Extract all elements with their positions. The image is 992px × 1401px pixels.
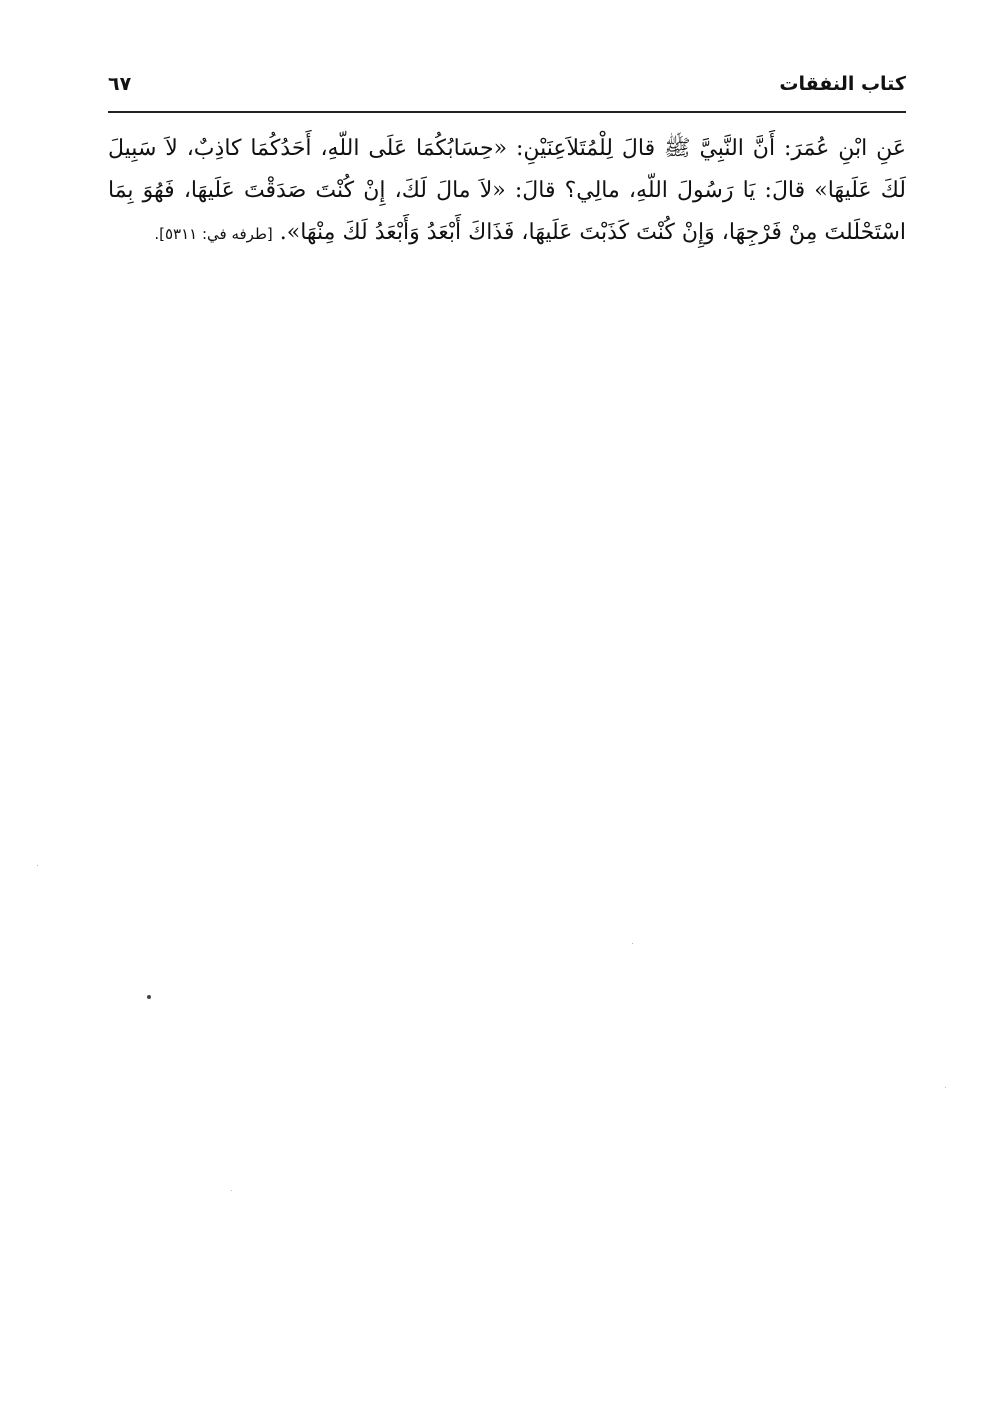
hadith-paragraph	[108, 128, 906, 255]
cross-reference: [طرفه في: ٥٣١١].	[154, 225, 273, 243]
header-rule	[108, 111, 906, 113]
scan-speck	[231, 1190, 232, 1191]
hadith-text: عَنِ ابْنِ عُمَرَ: أَنَّ النَّبِيَّ ﷺ قالَ لِلْمُتَلاَعِنَيْنِ: «حِسَابُكُمَا عَلَى اللّهِ، أَحَدُكُمَا كاذِبٌ، لاَ سَبِيلَ لَكَ عَلَيهَا» قالَ: يَا رَسُولَ اللّهِ، مالِي؟ قالَ: «لاَ مالَ لَكَ، إِنْ كُنْتَ صَدَقْتَ عَلَيهَا، فَهُوَ بِمَا اسْتَحْلَلتَ مِنْ فَرْجِهَا، وَإِنْ كُنْتَ كَذَبْتَ عَلَيهَا، فَذَاكَ أَبْعَدُ وَأَبْعَدُ لَكَ مِنْهَا».	[108, 136, 906, 245]
scan-speck	[37, 865, 38, 866]
page-header	[108, 68, 906, 102]
scan-speck	[945, 1087, 946, 1088]
scan-speck	[147, 995, 151, 999]
book-title: كتاب النفقات	[779, 73, 906, 95]
page-number: ٦٧	[108, 73, 132, 95]
scan-speck	[632, 943, 633, 944]
